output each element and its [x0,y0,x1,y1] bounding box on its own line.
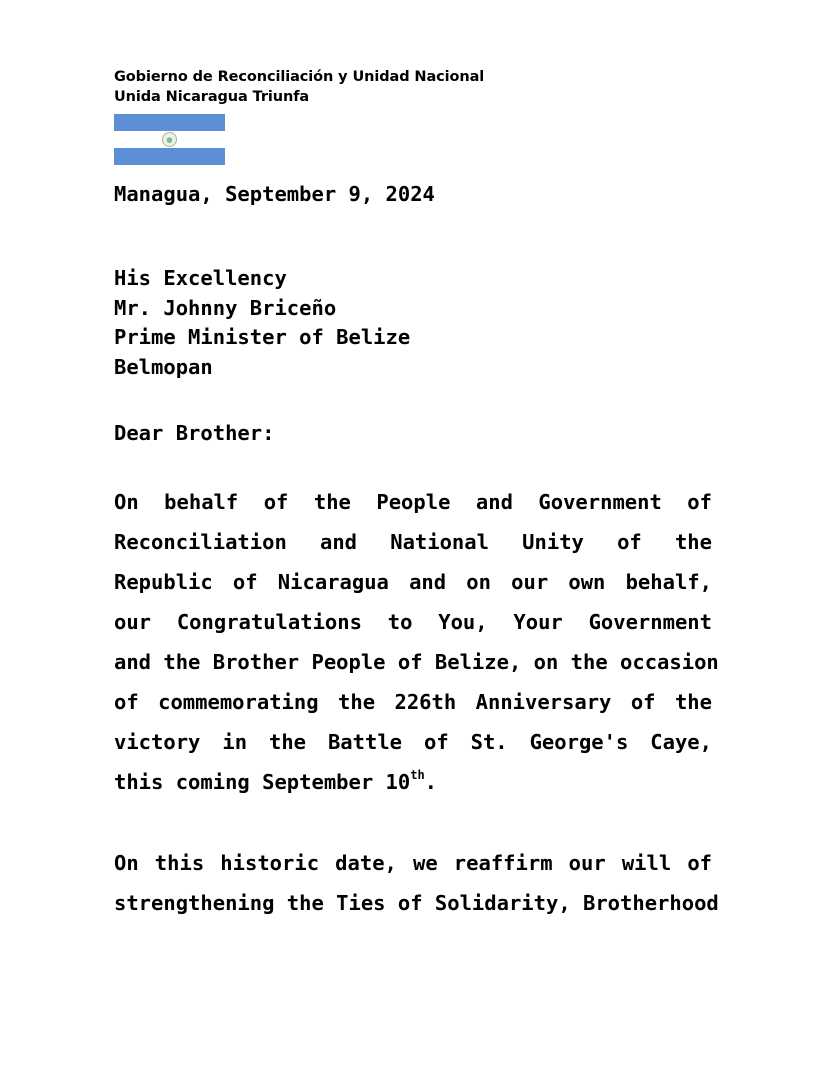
recipient-block [114,264,410,382]
paragraph-line: strengthening the Ties of Solidarity, Brotherhood [114,891,719,915]
paragraph-line: our Congratulations to You, Your Government [114,610,712,634]
body-paragraph-2 [114,843,719,923]
line-text: this coming September 10 [114,770,411,794]
paragraph-line: On this historic date, we reaffirm our will of [114,851,712,875]
ordinal-suffix: th [410,768,425,783]
paragraph-line: of commemorating the 226th Anniversary of the [114,690,712,714]
recipient-name: Mr. Johnny Briceño [114,295,337,320]
paragraph-line: and the Brother People of Belize, on the occasion [114,650,719,674]
line-end: . [424,770,438,794]
body-paragraph-1 [114,482,719,802]
paragraph-line: Republic of Nicaragua and on our own behalf, [114,570,712,594]
letterhead-government-name: Gobierno de Reconciliación y Unidad Nacional [114,69,485,85]
letterhead-slogan: Unida Nicaragua Triunfa [114,89,310,105]
nicaragua-flag-icon [114,114,225,165]
letter-date: Managua, September 9, 2024 [114,182,435,206]
paragraph-line: On behalf of the People and Government of [114,490,712,514]
coat-of-arms-icon [162,132,177,147]
recipient-position: Prime Minister of Belize [114,325,411,349]
paragraph-line [114,762,712,802]
salutation: Dear Brother: [114,421,275,445]
paragraph-line: victory in the Battle of St. George's Caye, [114,730,712,754]
recipient-title: His Excellency [114,266,287,290]
paragraph-line: Reconciliation and National Unity of the [114,530,712,554]
recipient-city: Belmopan [114,354,213,379]
